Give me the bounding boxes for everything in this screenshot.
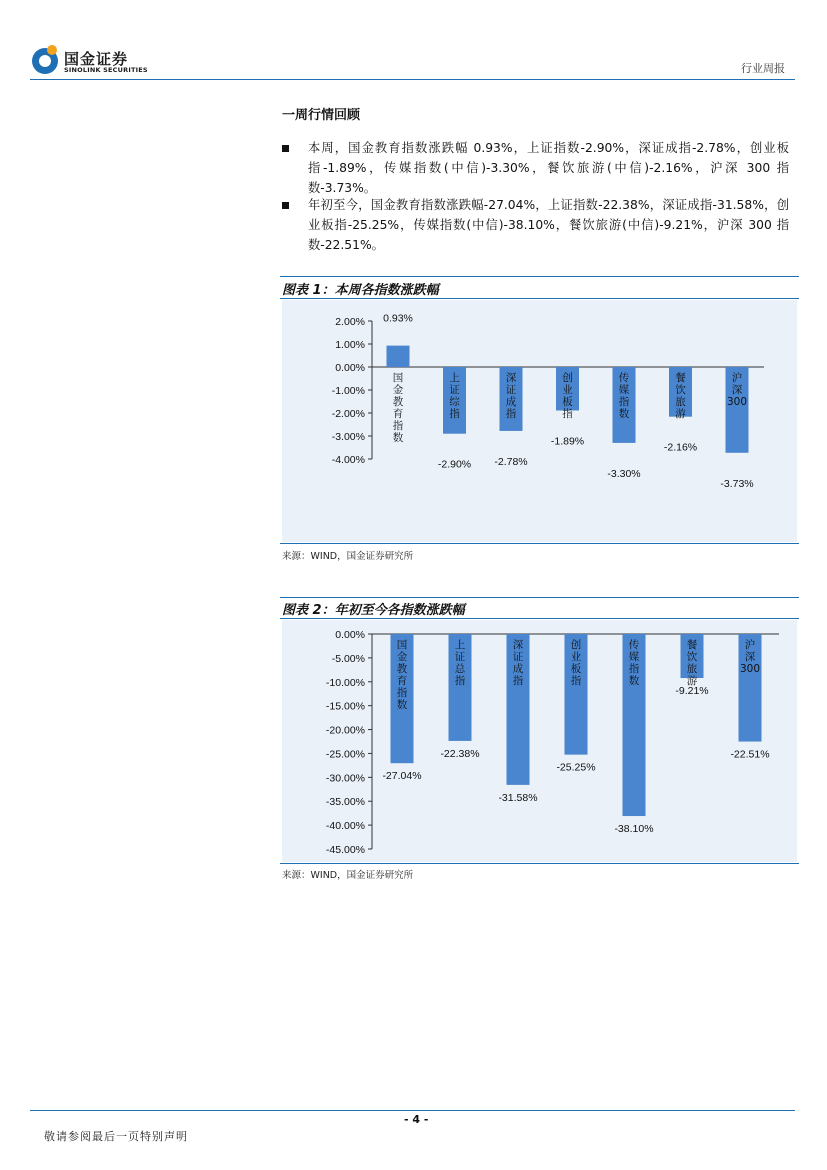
y-tick-label: -15.00% bbox=[325, 700, 365, 713]
figure-top-rule bbox=[280, 597, 799, 598]
header-divider bbox=[30, 79, 795, 80]
y-tick-label: 1.00% bbox=[335, 339, 365, 351]
y-tick-label: -20.00% bbox=[325, 724, 365, 737]
category-label: 创业板指 bbox=[570, 639, 582, 687]
category-label: 餐饮旅游 bbox=[686, 639, 698, 687]
disclaimer: 敬请参阅最后一页特别声明 bbox=[44, 1130, 188, 1143]
figure-title: 图表 2：年初至今各指数涨跌幅 bbox=[282, 603, 465, 618]
data-label: -2.16% bbox=[663, 441, 698, 454]
category-label: 沪深 300 bbox=[726, 372, 748, 408]
data-label: -2.78% bbox=[494, 455, 528, 468]
company-logo bbox=[32, 47, 152, 77]
category-label: 传媒指数 bbox=[618, 372, 630, 420]
data-label: 0.93% bbox=[383, 312, 413, 325]
y-tick-label: -4.00% bbox=[331, 454, 365, 466]
chart-container bbox=[282, 300, 797, 542]
y-tick-label: 0.00% bbox=[335, 629, 365, 641]
category-label: 餐饮旅游 bbox=[675, 372, 686, 420]
bullet-text: 年初至今，国金教育指数涨跌幅-27.04%，上证指数-22.38%，深证成指-31.58%，创业板指-25.25%，传媒指数(中信)-38.10%，餐饮旅游(中信)-9.21%，沪深 300 指数-22.51%。 bbox=[308, 198, 789, 252]
y-tick-label: -10.00% bbox=[325, 676, 365, 689]
category-label: 上证综指 bbox=[449, 372, 460, 420]
y-tick-label: 2.00% bbox=[335, 316, 365, 328]
logo-mark-icon bbox=[32, 48, 58, 74]
data-label: -3.30% bbox=[607, 467, 641, 480]
data-label: -22.51% bbox=[730, 748, 770, 761]
page-number: - 4 - bbox=[404, 1113, 429, 1126]
figure-title-rule bbox=[280, 298, 799, 299]
y-tick-label: -1.00% bbox=[331, 385, 365, 397]
figure-bottom-rule bbox=[280, 543, 799, 544]
figure-source: 来源：WIND，国金证券研究所 bbox=[282, 870, 414, 881]
y-tick-label: -3.00% bbox=[331, 431, 365, 443]
figure-top-rule bbox=[280, 276, 799, 277]
data-label: -22.38% bbox=[440, 747, 480, 760]
y-tick-label: -45.00% bbox=[325, 844, 365, 856]
data-label: -2.90% bbox=[437, 458, 472, 471]
figure-source: 来源：WIND，国金证券研究所 bbox=[282, 551, 414, 562]
figure-title-rule bbox=[280, 618, 799, 619]
bar bbox=[387, 346, 410, 367]
logo-text-en: SINOLINK SECURITIES bbox=[64, 66, 148, 74]
category-label: 国金教育指数 bbox=[392, 372, 404, 444]
y-tick-label: -5.00% bbox=[331, 652, 365, 665]
data-label: -25.25% bbox=[556, 761, 596, 774]
data-label: -3.73% bbox=[720, 477, 754, 490]
report-type: 行业周报 bbox=[741, 62, 785, 75]
y-tick-label: -25.00% bbox=[325, 748, 365, 761]
data-label: -1.89% bbox=[550, 435, 585, 448]
category-label: 传媒指数 bbox=[628, 639, 640, 687]
data-label: -38.10% bbox=[614, 823, 654, 836]
category-label: 上证总指 bbox=[454, 639, 466, 687]
bullet-square-icon bbox=[282, 202, 289, 209]
bullet-text: 本周，国金教育指数涨跌幅 0.93%，上证指数-2.90%，深证成指-2.78%，创业板指-1.89%，传媒指数(中信)-3.30%，餐饮旅游(中信)-2.16%，沪深 300 指数-3.73%。 bbox=[308, 141, 789, 195]
category-label: 深证成指 bbox=[505, 372, 517, 420]
chart-background bbox=[282, 300, 797, 542]
bullet-square-icon bbox=[282, 145, 289, 152]
category-label: 国金教育指数 bbox=[396, 639, 408, 711]
y-tick-label: -40.00% bbox=[325, 820, 365, 833]
y-tick-label: -2.00% bbox=[331, 408, 365, 420]
data-label: -9.21% bbox=[675, 685, 709, 698]
category-label: 沪深 300 bbox=[739, 639, 761, 675]
section-title: 一周行情回顾 bbox=[282, 108, 361, 123]
chart-container bbox=[282, 620, 797, 862]
data-label: -31.58% bbox=[498, 791, 538, 804]
figure-bottom-rule bbox=[280, 863, 799, 864]
y-tick-label: -30.00% bbox=[325, 772, 365, 785]
logo-text-cn: 国金证券 bbox=[64, 50, 129, 68]
bullet-item bbox=[282, 195, 789, 255]
y-tick-label: 0.00% bbox=[335, 362, 365, 374]
data-label: -27.04% bbox=[382, 770, 422, 783]
category-label: 深证成指 bbox=[512, 639, 524, 687]
bar-chart bbox=[282, 300, 797, 542]
footer-divider bbox=[30, 1110, 795, 1111]
bar-chart bbox=[282, 620, 797, 862]
category-label: 创业板指 bbox=[562, 372, 573, 420]
figure-title: 图表 1：本周各指数涨跌幅 bbox=[282, 283, 439, 298]
y-tick-label: -35.00% bbox=[325, 796, 365, 809]
bullet-item bbox=[282, 138, 789, 198]
